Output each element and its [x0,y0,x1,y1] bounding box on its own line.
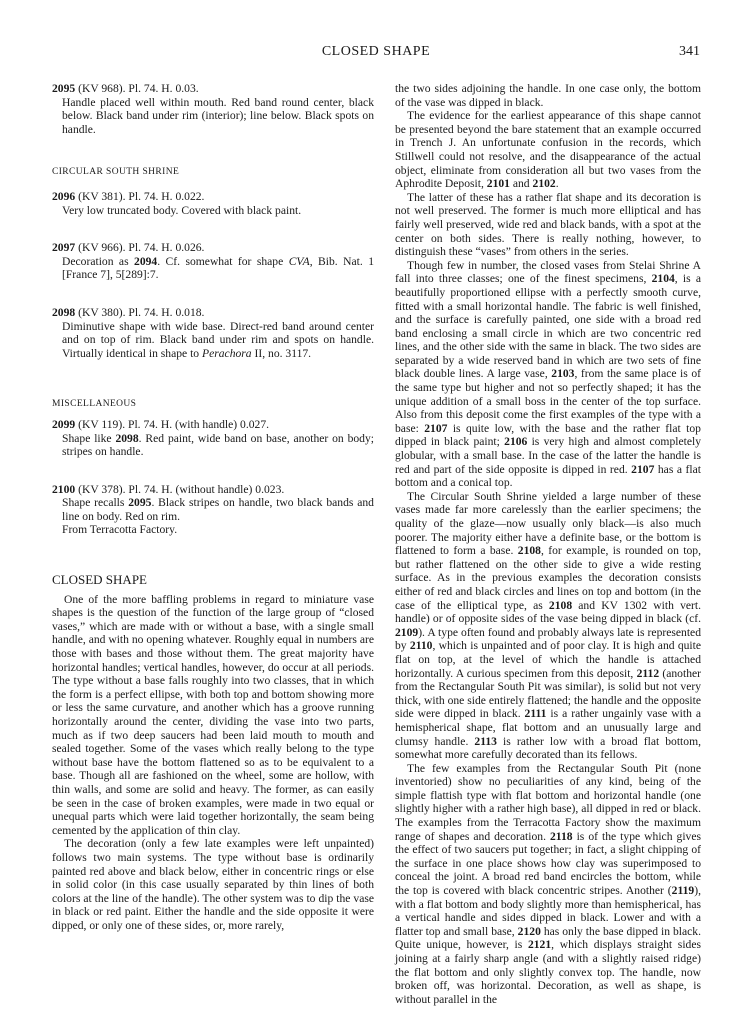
body-paragraph: The Circular South Shrine yielded a large number of these vases made far more carelessly than the earlier specimens; the quality of the glaze—now usually only black—is also much poorer. The majority either have a definite base, or the bottom is flattened to form a base. 2108, for example, is rounded on top, but rather flattened on the other side to give a wide resting surface. As in the previous examples the decoration consists either of red and black circles and lines on top and bottom (in the case of the elliptical type, as 2108 and KV 1302 with vert. handle) or of opposite sides of the vase being dipped in black (cf. 2109). A type often found and probably always late is represented by 2110, which is unpainted and of poor clay. It is high and quite flat on top, at the level of which the handle is attached horizontally. A curious specimen from this deposit, 2112 (another from the Rectangular South Pit was similar), is solid but not very thick, with one side entirely flattened; the handle and the opposite side were dipped in black. 2111 is a rather ungainly vase with a hemispherical shape, flat bottom and an unusually large and clumsy handle. 2113 is rather low with a broad flat bottom, somewhat more carefully decorated than its fellows. [395,489,702,762]
page-header [52,44,700,64]
catalog-entry-2096: 2096 (KV 381). Pl. 74. H. 0.022. [52,189,205,203]
catalog-entry-2097: 2097 (KV 966). Pl. 74. H. 0.026. [52,241,205,255]
body-paragraph: The few examples from the Rectangular South Pit (none inventoried) show no peculiarities of any kind, being of the simple flattish type with flat bottom and horizontal handle (one slightly higher with a rather high base), all dipped in red or black. The examples from the Terracotta Factory show the maximum range of shapes and decoration. 2118 is of the type which gives the effect of two saucers put together; in fact, a slight chipping of the surface in one place shows how clay was superimposed to conceal the joint. A broad red band encircles the bottom, while the top is covered with black concentric stripes. Another (2119), with a flat bottom and body slightly more than hemispherical, has a vertical handle and sides dipped in black. Lower and with a flatter top and small base, 2120 has only the base dipped in black. Quite unique, however, is 2121, which displays straight sides joining at a fairly sharp angle (and with a slightly raised ridge) the flat bottom and only slightly convex top. The handle, now broken off, was horizontal. Decoration, as well as shape, is without parallel in the [395,761,702,1006]
catalog-entry-body: Very low truncated body. Covered with black paint. [62,203,302,217]
section-label-circular-south-shrine: CIRCULAR SOUTH SHRINE [52,167,180,178]
section-heading-closed-shape: CLOSED SHAPE [52,572,147,588]
catalog-entry-2099: 2099 (KV 119). Pl. 74. H. (with handle) 0.027. [52,417,270,431]
catalog-entry-body: Diminutive shape with wide base. Direct-red band around center and on top of rim. Black band under rim and spots on handle. Virtually identical in shape to Perachora II, no. 3117. [62,319,374,360]
page-number: 341 [679,44,700,59]
catalog-entry-body: Handle placed well within mouth. Red band round center, black below. Black band under rim (interior); line below. Black spots on handle. [62,95,374,136]
catalog-entry-body: Shape like 2098. Red paint, wide band on base, another on body; stripes on handle. [62,431,374,459]
catalog-entry-body: Decoration as 2094. Cf. somewhat for shape CVA, Bib. Nat. 1 [France 7], 5[289]:7. [62,254,375,282]
right-column [395,82,701,1006]
running-title: CLOSED SHAPE [321,44,431,59]
body-paragraph: Though few in number, the closed vases from Stelai Shrine A fall into three classes; one of the finest specimens, 2104, is a beautifully proportioned ellipse with a perfectly smooth curve, fitted with a small horizontal handle. The fabric is well finished, and the surface is carefully painted, one side with a broad red band enclosing a small circle in which are two concentric red lines, and the other side with the same in black. The two sides are separated by a wide reserved band in which are two sets of fine black double lines. A large vase, 2103, from the same place is of the same type but higher and not so perfectly shaped; it has the unique addition of a small boss in the center of the top surface. Also from this deposit come the first examples of the type with a base: 2107 is quite low, with the base and the rather flat top dipped in black paint; 2106 is very high and almost completely globular, with a small base. In the case of the latter the handle is red and part of the side opposite is dipped in red. 2107 has a flat bottom and a conical top. [395,258,702,490]
catalog-entry-2100: 2100 (KV 378). Pl. 74. H. (without handle) 0.023. [52,482,285,496]
catalog-entry-2098: 2098 (KV 380). Pl. 74. H. 0.018. [52,305,205,319]
section-label-miscellaneous: MISCELLANEOUS [52,399,137,410]
body-paragraph: The latter of these has a rather flat shape and its decoration is not well preserved. The former is much more elliptical and has fairly well preserved, wide red and black bands, with a spot at the center on both sides. There is really nothing, however, to distinguish these “vases” from others in the series. [395,190,701,259]
body-paragraph: The decoration (only a few late examples were left unpainted) follows two main systems. The type without base is ordinarily painted red above and black below, either in concentric rings or else in solid color (in this case usually separated by thin lines of both colors at the line of the handle). The other system was to dip the vase in black or red paint. Either the handle and the side opposite it were dipped, or only one of these sides, or, more rarely, [52,837,374,932]
catalog-entry-2095: 2095 (KV 968). Pl. 74. H. 0.03. [52,82,199,95]
body-paragraph: One of the more baffling problems in regard to miniature vase shapes is the question of the function of the large group of “closed vases,” which are made with or without a base, with a single small handle, and with no opening whatever. Roughly equal in numbers are those with bases and those without them. The great majority have horizontal handles; vertical handles, however, do occur at all periods. The type without a base falls roughly into two classes, that in which the form is a perfect ellipse, with both top and bottom showing more or less the same curvature, and another which has a groove running horizontally around the center, dividing the vase into two parts, much as if two deep saucers had been laid mouth to mouth and sealed together. Some of the vases which really belong to the type without base have the bottom flattened so as to be equivalent to a base. Though all are fashioned on the wheel, some are hollow, with thin walls, and some are solid and heavy. The former, as can easily be seen in the case of broken examples, were made in two equal or unequal parts which were laid together horizontally, the seam being cemented by the application of thin clay. [52,592,374,837]
left-column [52,82,374,933]
catalog-entry-body: Shape recalls 2095. Black stripes on handle, two black bands and line on body. Red on rim. [62,496,374,523]
body-paragraph: The evidence for the earliest appearance of this shape cannot be presented beyond the bare statement that an example occurred in Trench J. An unfortunate confusion in the records, which Stillwell could not resolve, and the disappearance of the actual object, eliminate from consideration all but two vases from the Aphrodite Deposit, 2101 and 2102. [395,109,701,191]
catalog-entry-provenance: From Terracotta Factory. [62,523,178,537]
body-paragraph: the two sides adjoining the handle. In one case only, the bottom of the vase was dipped in black. [395,82,701,109]
